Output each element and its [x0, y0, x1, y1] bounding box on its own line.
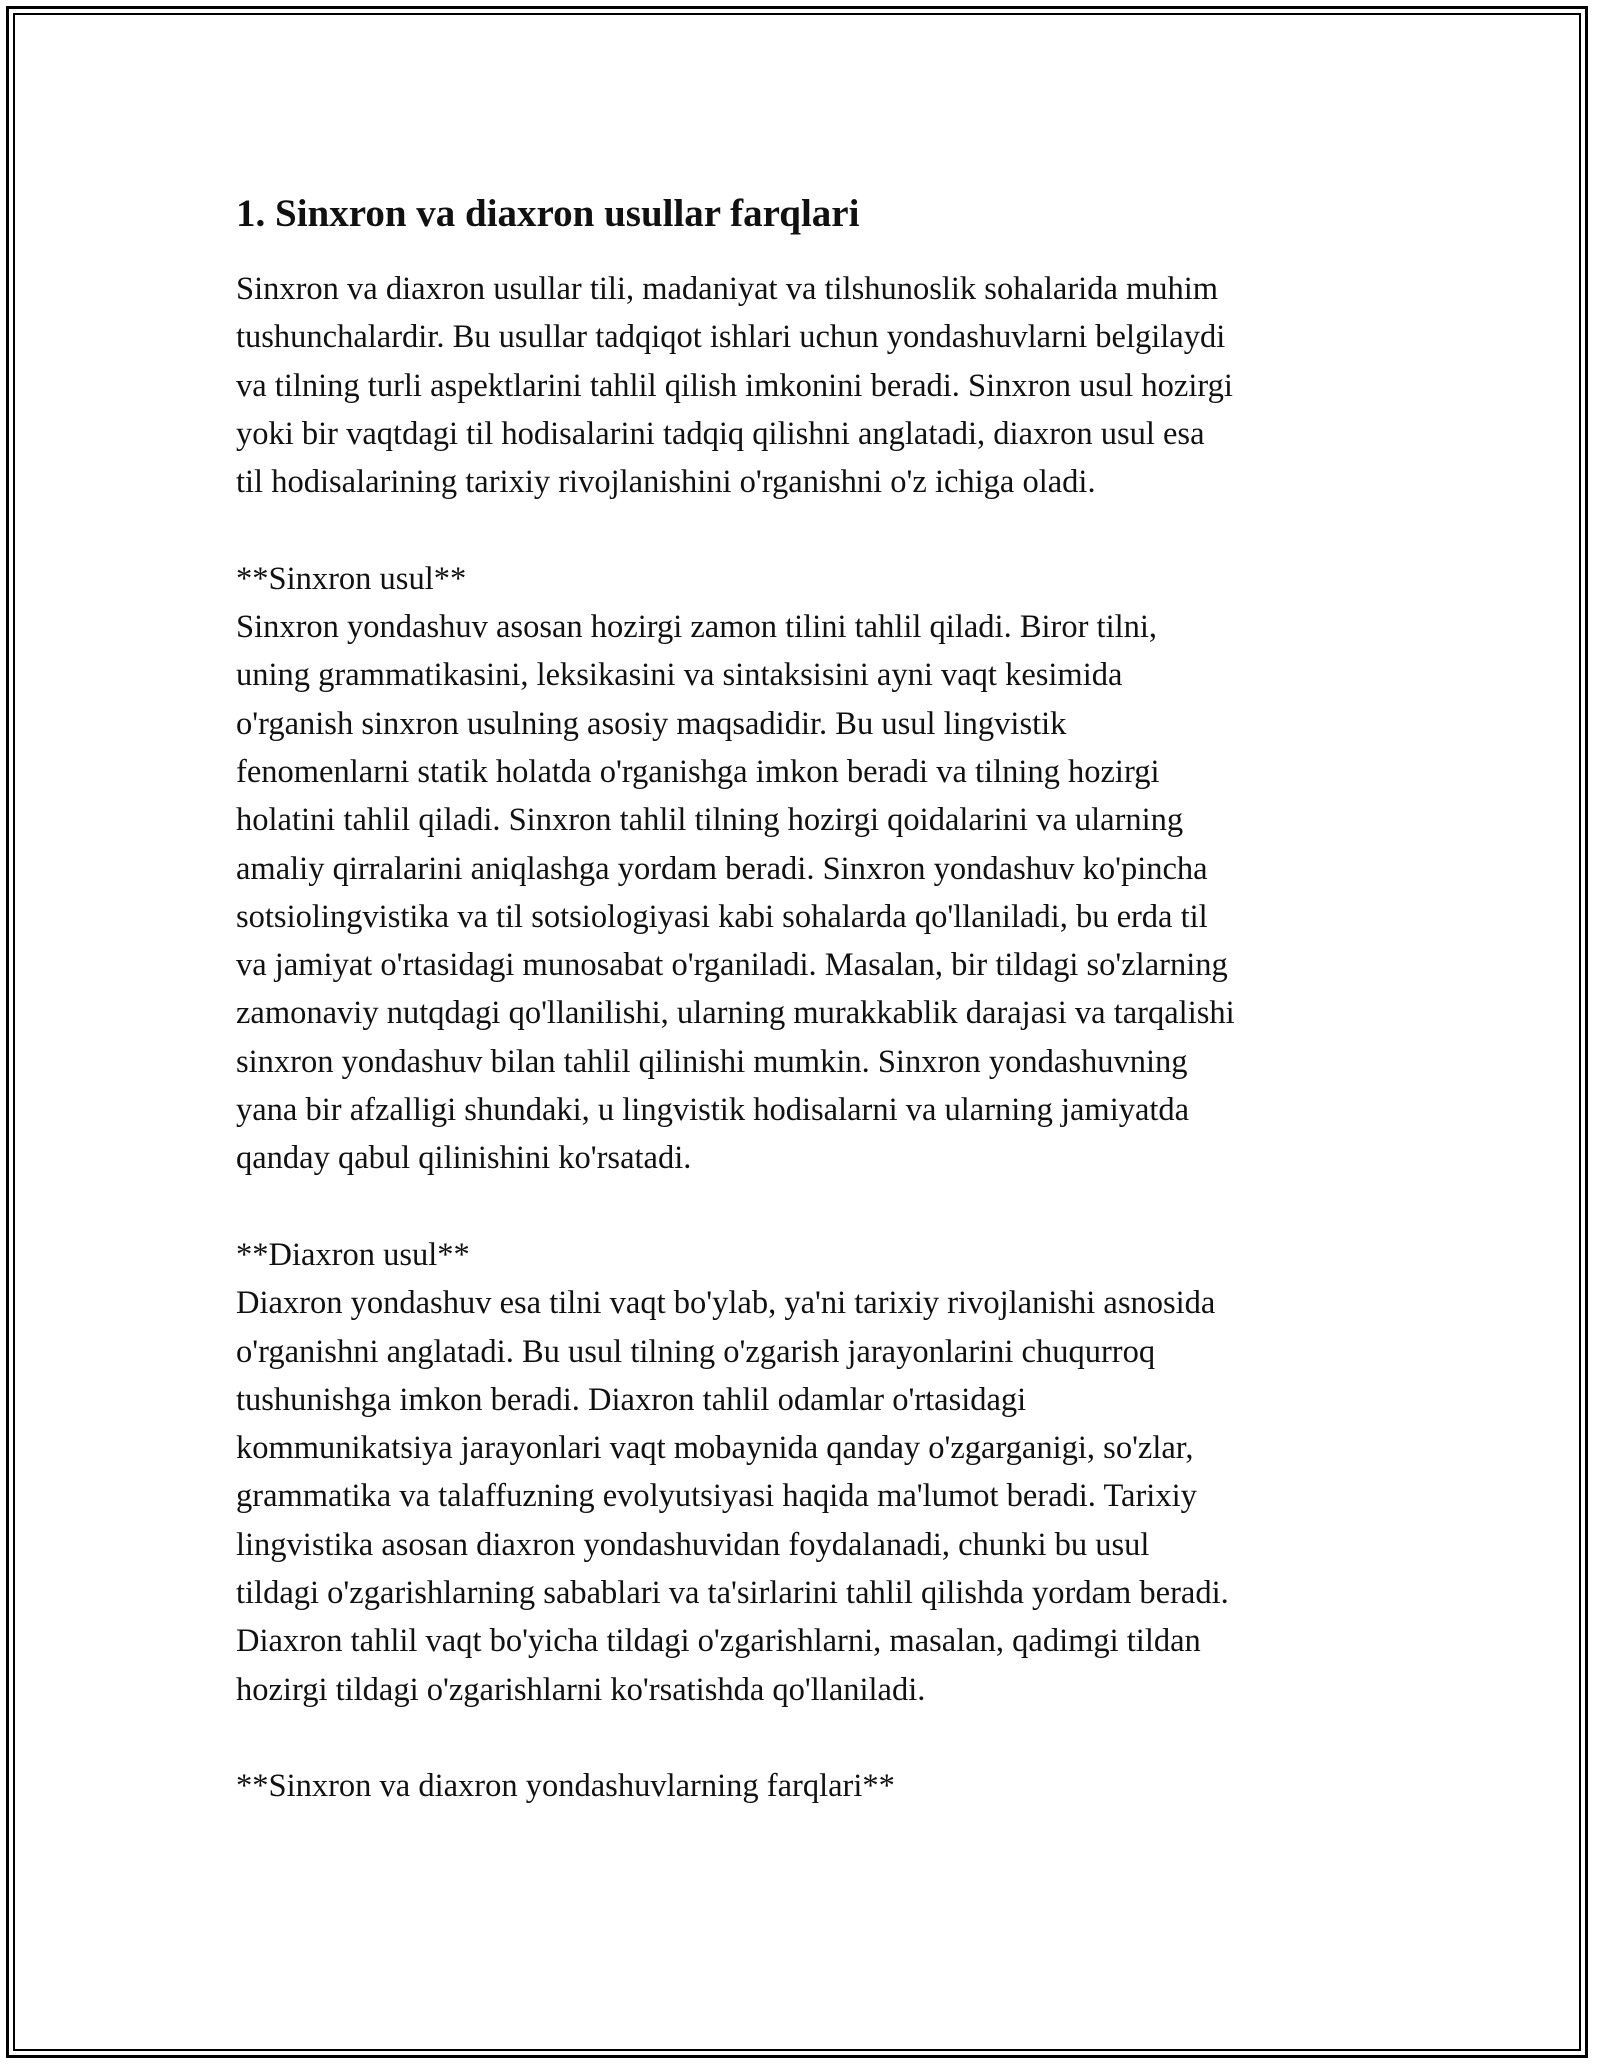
intro-paragraph: Sinxron va diaxron usullar tili, madaniyat va tilshunoslik sohalarida muhim tushunchalardir. Bu usullar tadqiqot ishlari uchun yondashuvlarni belgilaydi va tilning turli aspektlarini tahlil qilish imkonini beradi. Sinxron usul hozirgi yoki bir vaqtdagi til hodisalarini tadqiq qilishni anglatadi, diaxron usul esa til hodisalarining tarixiy rivojlanishini o'rganishni o'z ichiga oladi.	[236, 271, 1233, 501]
paragraph-gap	[236, 1714, 1366, 1762]
sinxron-title: **Sinxron usul**	[236, 560, 467, 597]
document-body	[236, 190, 1366, 1811]
sinxron-paragraph: Sinxron yondashuv asosan hozirgi zamon tilini tahlil qiladi. Biror tilni, uning grammatikasini, leksikasini va sintaksisini ayni vaqt kesimida o'rganish sinxron usulning asosiy maqsadidir. Bu usul lingvistik fenomenlarni statik holatda o'rganishga imkon beradi va tilning hozirgi holatini tahlil qiladi. Sinxron tahlil tilning hozirgi qoidalarini va ularning amaliy qirralarini aniqlashga yordam beradi. Sinxron yondashuv ko'pincha sotsiolingvistika va til sotsiologiyasi kabi sohalarda qo'llaniladi, bu erda til va jamiyat o'rtasidagi munosabat o'rganiladi. Masalan, bir tildagi so'zlarning zamonaviy nutqdagi qo'llanilishi, ularning murakkablik darajasi va tarqalishi sinxron yondashuv bilan tahlil qilinishi mumkin. Sinxron yondashuvning yana bir afzalligi shundaki, u lingvistik hodisalarni va ularning jamiyatda qanday qabul qilinishini ko'rsatadi.	[236, 609, 1235, 1177]
paragraph-gap	[236, 506, 1366, 554]
farqlar-title: **Sinxron va diaxron yondashuvlarning farqlari**	[236, 1768, 895, 1805]
paragraph-gap	[236, 1183, 1366, 1231]
diaxron-paragraph: Diaxron yondashuv esa tilni vaqt bo'ylab, ya'ni tarixiy rivojlanishi asnosida o'rganishni anglatadi. Bu usul tilning o'zgarish jarayonlarini chuqurroq tushunishga imkon beradi. Diaxron tahlil odamlar o'rtasidagi kommunikatsiya jarayonlari vaqt mobaynida qanday o'zgarganigi, so'zlar, grammatika va talaffuzning evolyutsiyasi haqida ma'lumot beradi. Tarixiy lingvistika asosan diaxron yondashuvidan foydalanadi, chunki bu usul tildagi o'zgarishlarning sabablari va ta'sirlarini tahlil qilishda yordam beradi. Diaxron tahlil vaqt bo'yicha tildagi o'zgarishlarni, masalan, qadimgi tildan hozirgi tildagi o'zgarishlarni ko'rsatishda qo'llaniladi.	[236, 1285, 1229, 1708]
diaxron-title: **Diaxron usul**	[236, 1236, 470, 1273]
section-heading: 1. Sinxron va diaxron usullar farqlari	[236, 192, 860, 235]
